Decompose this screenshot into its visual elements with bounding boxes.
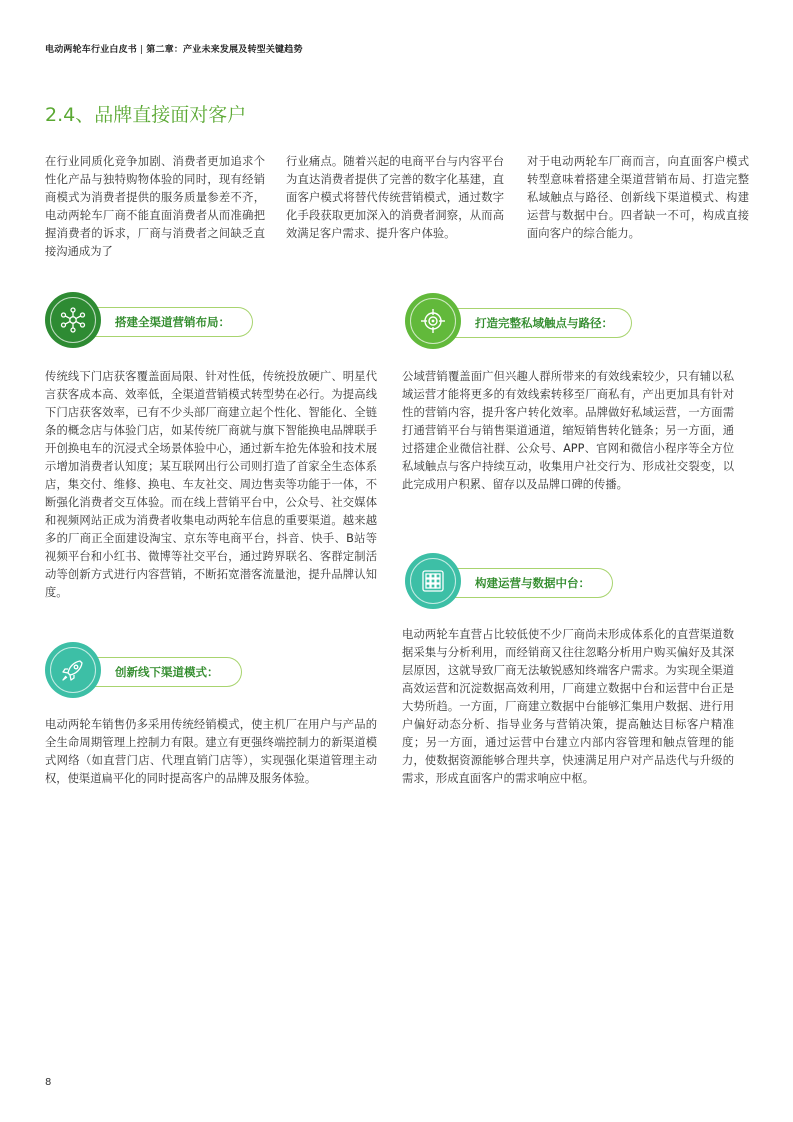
header-separator: | xyxy=(140,45,144,55)
intro-column-3: 对于电动两轮车厂商而言，向直面客户模式转型意味着搭建全渠道营销布局、打造完整私域触点与路径、创新线下渠道模式、构建运营与数据中台。四者缺一不可，构成直接面向客户的综合能力。 xyxy=(527,155,749,240)
rocket-icon-circle xyxy=(45,642,101,698)
grid-icon-circle xyxy=(405,553,461,609)
chapter-title: 第二章：产业未来发展及转型关键趋势 xyxy=(146,45,303,55)
offline-channel-body: 电动两轮车销售仍多采用传统经销模式，使主机厂在用户与产品的全生命周期管理上控制力有限。建立有更强终端控制力的新渠道模式网络（如直营门店、代理直销门店等），实现强化渠道管理主动权，使渠道扁平化的同时提高客户的品牌及服务体验。 xyxy=(45,718,377,785)
page-number: 8 xyxy=(45,1077,52,1088)
omnichannel-body: 传统线下门店获客覆盖面局限、针对性低，传统投放硬广、明星代言获客成本高、效率低，全渠道营销模式转型势在必行。为提高线下门店获客效率，已有不少头部厂商建立起个性化、智能化、全链条的概念店与体验门店，如某传统厂商就与旗下智能换电品牌联手开创换电车的沉浸式全场景体验中心，通过新车抢先体验和技术展示增加消费者认知度；某互联网出行公司则打造了首家全生态体系店，集交付、维修、换电、车友社交、周边售卖等功能于一体，不断强化消费者交互体验。而在线上营销平台中，公众号、社交媒体和视频网站正成为消费者收集电动两轮车信息的重要渠道。越来越多的厂商正全面建设淘宝、京东等电商平台，抖音、快手、B站等视频平台和小红书、微博等社交平台，通过跨界联名、客群定制活动等创新方式进行内容营销，不断拓宽潜客流量池，提升品牌认知度。 xyxy=(45,370,377,599)
network-icon xyxy=(59,306,87,334)
running-header xyxy=(45,42,303,55)
target-icon-circle xyxy=(405,293,461,349)
private-domain-label: 打造完整私域触点与路径： xyxy=(445,308,632,338)
network-icon-circle xyxy=(45,292,101,348)
rocket-icon xyxy=(59,656,87,684)
grid-icon xyxy=(419,567,447,595)
omnichannel-label: 搭建全渠道营销布局： xyxy=(85,307,253,337)
offline-channel-label: 创新线下渠道模式： xyxy=(85,657,242,687)
intro-column-1: 在行业同质化竞争加剧、消费者更加追求个性化产品与独特购物体验的同时，现有经销商模式为消费者提供的服务质量参差不齐，电动两轮车厂商不能直面消费者从而准确把握消费者的诉求，厂商与消费者之间缺乏直接沟通成为了 xyxy=(45,155,265,258)
report-title: 电动两轮车行业白皮书 xyxy=(45,45,138,55)
intro-column-2: 行业痛点。随着兴起的电商平台与内容平台为直达消费者提供了完善的数字化基建，直面客户模式将替代传统营销模式，通过数字化手段获取更加深入的消费者洞察，从而高效满足客户需求、提升客户体验。 xyxy=(286,155,504,240)
private-domain-body: 公域营销覆盖面广但兴趣人群所带来的有效线索较少，只有辅以私域运营才能将更多的有效线索转移至厂商私有，产出更加具有针对性的营销内容，提升客户转化效率。品牌做好私域运营，一方面需打通营销平台与销售渠道通道，缩短销售转化链条；另一方面，通过搭建企业微信社群、公众号、APP、官网和微信小程序等全方位私域触点与客户持续互动，收集用户社交行为、形成社交裂变，以此完成用户积累、留存以及品牌口碑的传播。 xyxy=(402,370,734,491)
data-platform-label: 构建运营与数据中台： xyxy=(445,568,613,598)
section-title: 2.4、品牌直接面对客户 xyxy=(45,104,247,126)
data-platform-body: 电动两轮车直营占比较低使不少厂商尚未形成体系化的直营渠道数据采集与分析利用，而经销商又往往忽略分析用户购买偏好及其深层原因，这就导致厂商无法敏锐感知终端客户需求。为实现全渠道高效运营和沉淀数据高效利用，厂商建立数据中台和运营中台正是大势所趋。一方面，厂商建立数据中台能够汇集用户数据、进行用户偏好动态分析、指导业务与营销决策，提高触达目标客户精准度；另一方面，通过运营中台建立内部内容管理和触点管理的能力，使数据资源能够合理共享，快速满足用户对产品迭代与升级的需求，形成直面客户的需求响应中枢。 xyxy=(402,628,734,785)
target-icon xyxy=(419,307,447,335)
